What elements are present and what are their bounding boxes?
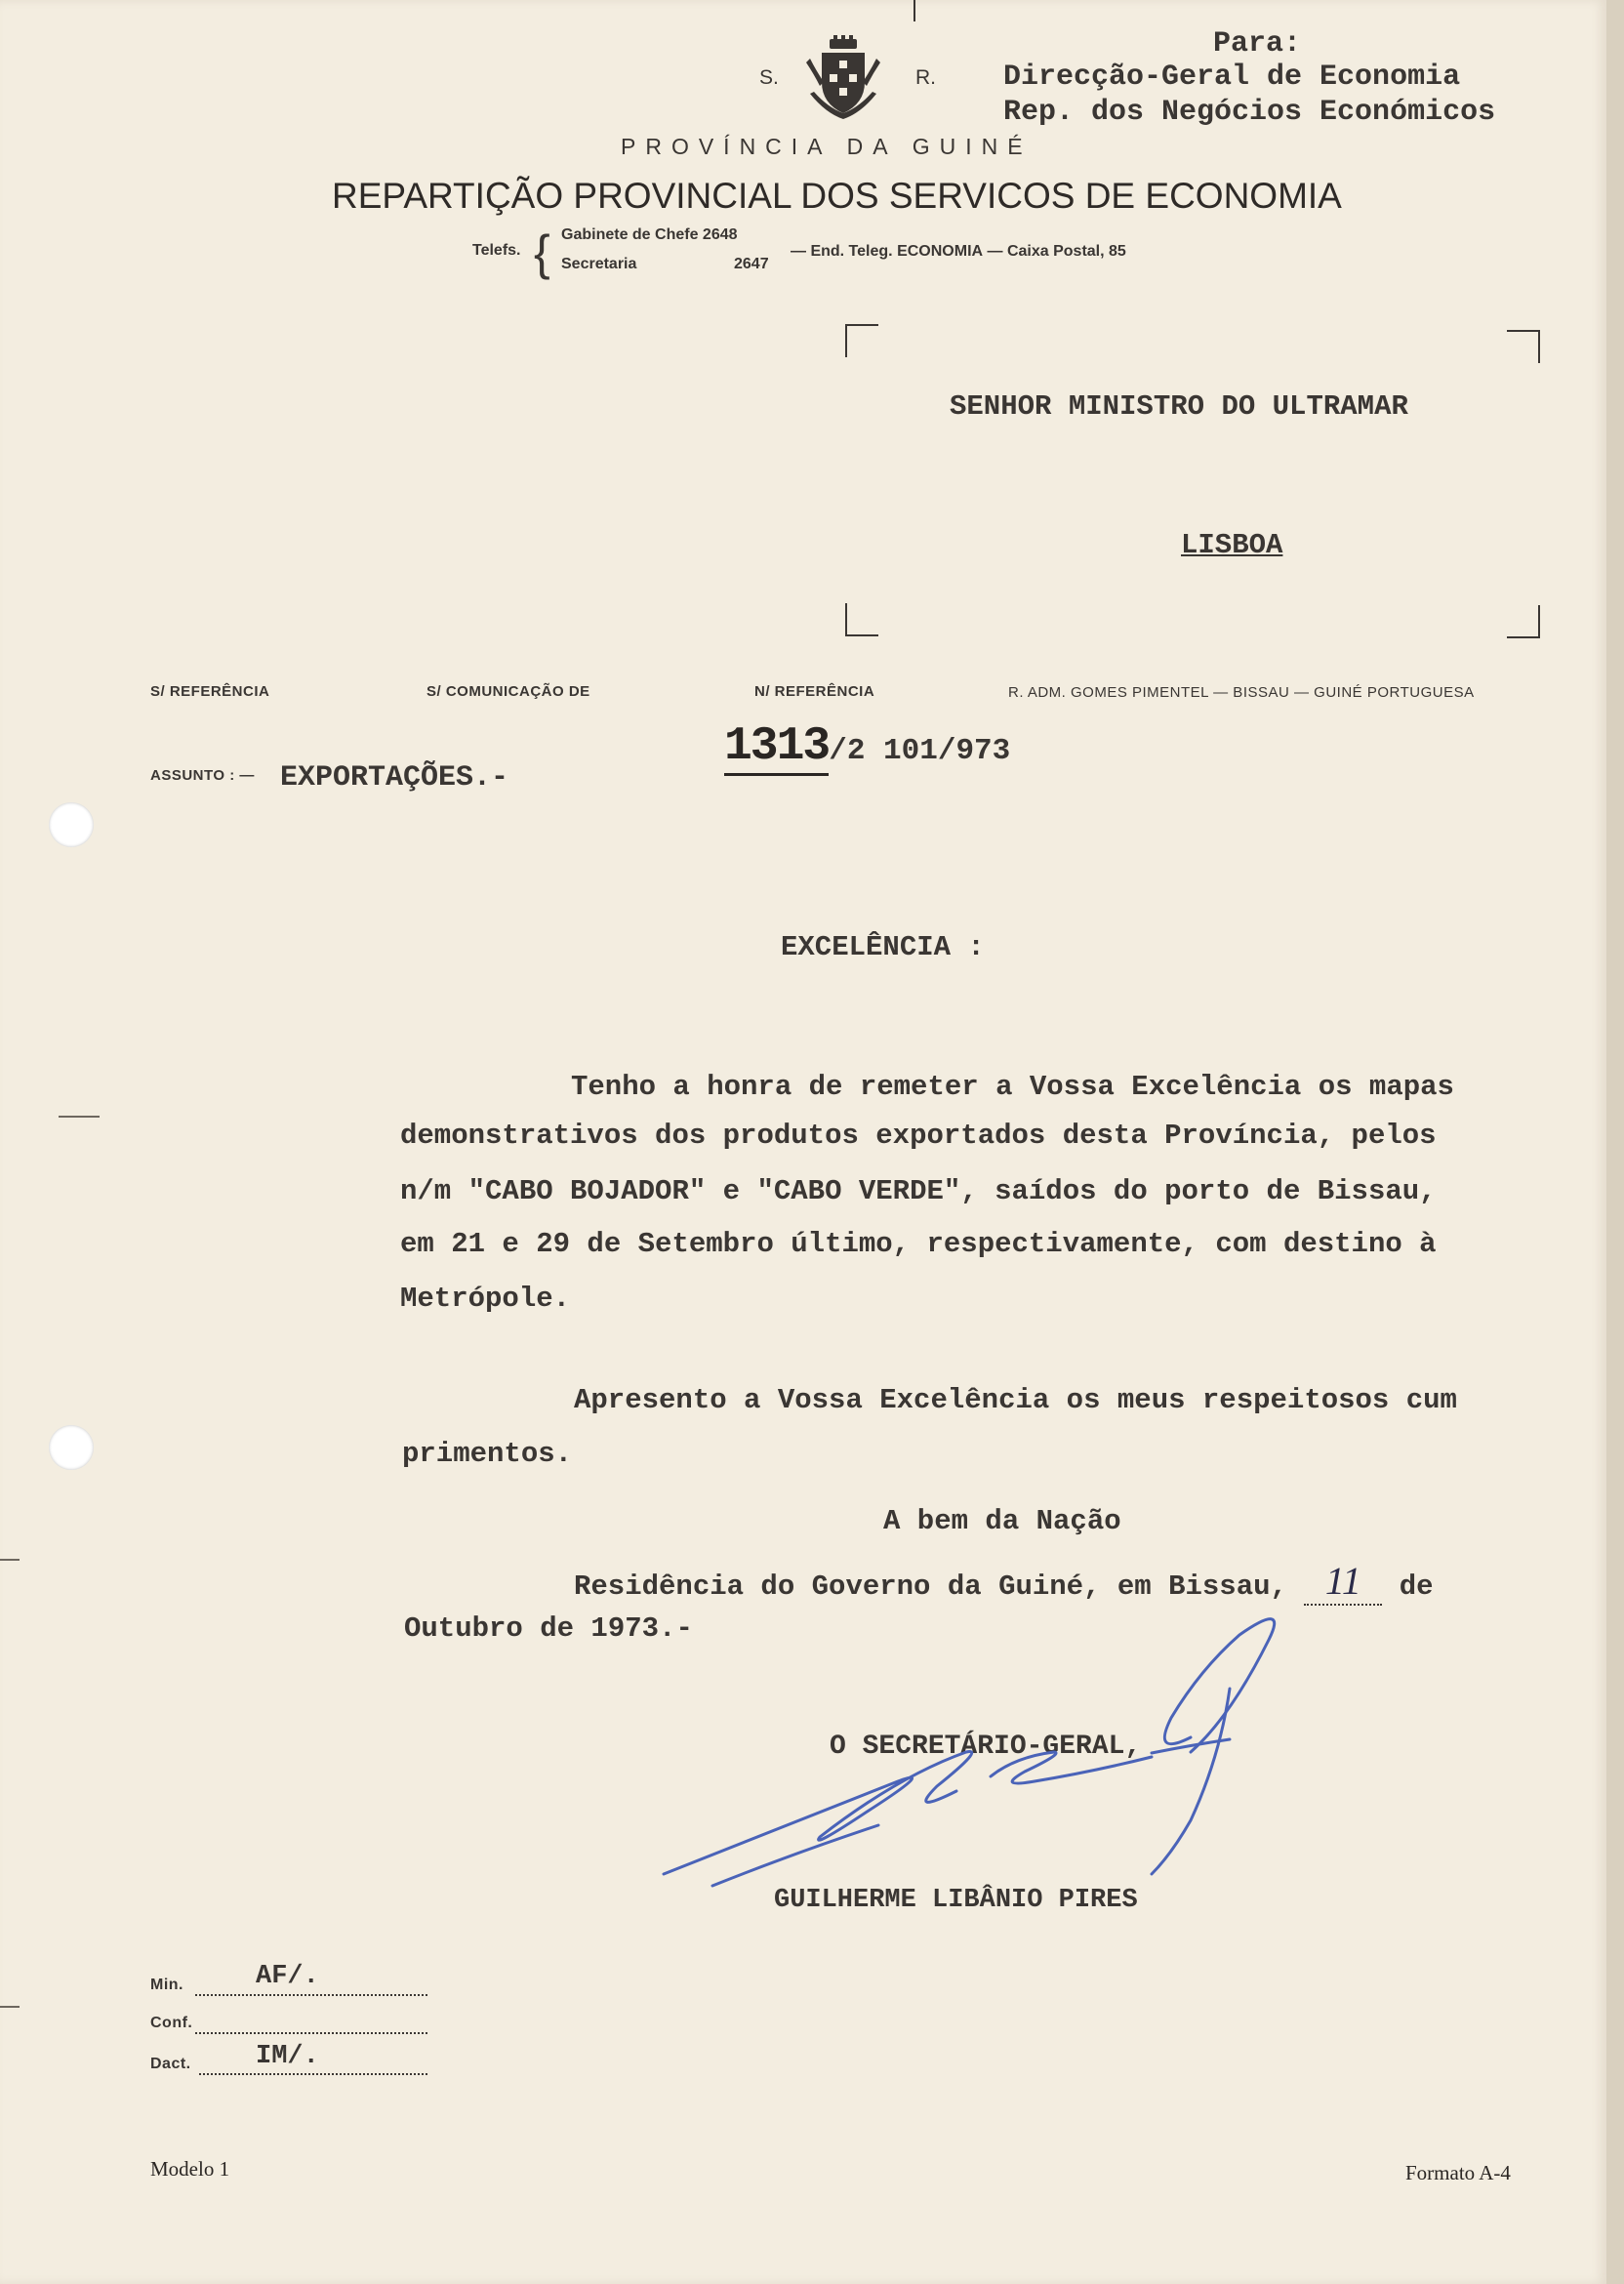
secretaria-phone: 2647 (734, 256, 769, 272)
closing-formula: A bem da Nação (883, 1505, 1121, 1537)
dact-value: IM/. (256, 2042, 319, 2071)
teleg-name: ECONOMIA (897, 243, 984, 260)
our-reference-label: N/ REFERÊNCIA (754, 683, 875, 700)
min-label: Min. (150, 1977, 183, 1993)
recipient-city: LISBOA (1181, 529, 1283, 561)
dact-label: Dact. (150, 2056, 191, 2072)
gabinete-phone: Gabinete de Chefe 2648 (561, 226, 738, 243)
secretaria-label: Secretaria (561, 256, 637, 272)
recipient-name: SENHOR MINISTRO DO ULTRAMAR (950, 390, 1408, 423)
min-dotted-line (195, 1994, 427, 1996)
margin-fold-mark (0, 1559, 20, 1561)
window-corner-top-left (845, 324, 878, 357)
telefs-label: Telefs. (472, 242, 521, 259)
handwritten-day: 11 (1304, 1558, 1382, 1606)
signatory-title: O SECRETÁRIO-GERAL, (830, 1732, 1142, 1762)
paragraph-1-line: demonstrativos dos produtos exportados desta Província, pelos (400, 1120, 1437, 1152)
window-corner-bottom-right (1507, 605, 1540, 638)
signatory-name: GUILHERME LIBÂNIO PIRES (774, 1886, 1138, 1915)
window-corner-bottom-left (845, 603, 878, 636)
paragraph-2-line: Apresento a Vossa Excelência os meus respeitosos cum (574, 1384, 1457, 1416)
reference-number-stamp: 1313 (724, 720, 829, 776)
s-mark: S. (759, 66, 779, 89)
para-line-2: Rep. dos Negócios Económicos (1003, 96, 1496, 129)
brace: { (534, 225, 550, 280)
para-label: Para: (1213, 27, 1302, 61)
model-label: Modelo 1 (150, 2157, 230, 2181)
place-date-line-2: Outubro de 1973.- (404, 1612, 693, 1645)
conf-label: Conf. (150, 2015, 193, 2031)
place-date-prefix: Residência do Governo da Guiné, em Bissau, (574, 1570, 1287, 1603)
place-date-de: de (1399, 1570, 1434, 1603)
paragraph-1-line: n/m "CABO BOJADOR" e "CABO VERDE", saídos do porto de Bissau, (400, 1175, 1437, 1207)
margin-fold-mark (0, 2006, 20, 2008)
reference-number-rest: /2 101/973 (829, 734, 1011, 768)
min-value: AF/. (256, 1962, 319, 1991)
our-reference-number (724, 720, 1010, 773)
telegraph-line (791, 243, 1126, 261)
your-reference-label: S/ REFERÊNCIA (150, 683, 270, 700)
paragraph-1-line: Metrópole. (400, 1283, 571, 1315)
top-mark (914, 0, 915, 21)
punch-hole-top (49, 802, 94, 847)
teleg-suffix: — Caixa Postal, 85 (987, 243, 1126, 260)
paragraph-1-line: Tenho a honra de remeter a Vossa Excelência os mapas (571, 1071, 1454, 1103)
page-edge (1606, 0, 1624, 2284)
department-name: REPARTIÇÃO PROVINCIAL DOS SERVICOS DE ECONOMIA (332, 176, 1342, 216)
your-communication-label: S/ COMUNICAÇÃO DE (426, 683, 590, 700)
para-line-1: Direcção-Geral de Economia (1003, 61, 1461, 94)
format-label: Formato A-4 (1405, 2161, 1511, 2184)
paragraph-1-line: em 21 e 29 de Setembro último, respectivamente, com destino à (400, 1228, 1437, 1260)
window-corner-top-right (1507, 330, 1540, 363)
province-name: PROVÍNCIA DA GUINÉ (621, 134, 1033, 159)
coat-of-arms-icon (800, 35, 886, 121)
salutation: EXCELÊNCIA : (781, 931, 985, 963)
subject-value: EXPORTAÇÕES.- (280, 761, 509, 795)
dact-dotted-line (199, 2073, 427, 2075)
r-mark: R. (915, 66, 936, 89)
punch-hole-bottom (49, 1425, 94, 1470)
handwritten-signature (644, 1581, 1386, 1923)
conf-dotted-line (195, 2032, 427, 2034)
teleg-prefix: — End. Teleg. (791, 243, 893, 260)
margin-fold-mark (59, 1116, 100, 1118)
subject-label: ASSUNTO : — (150, 767, 255, 784)
office-address: R. ADM. GOMES PIMENTEL — BISSAU — GUINÉ PORTUGUESA (1008, 684, 1475, 701)
paragraph-2-line: primentos. (402, 1438, 573, 1470)
